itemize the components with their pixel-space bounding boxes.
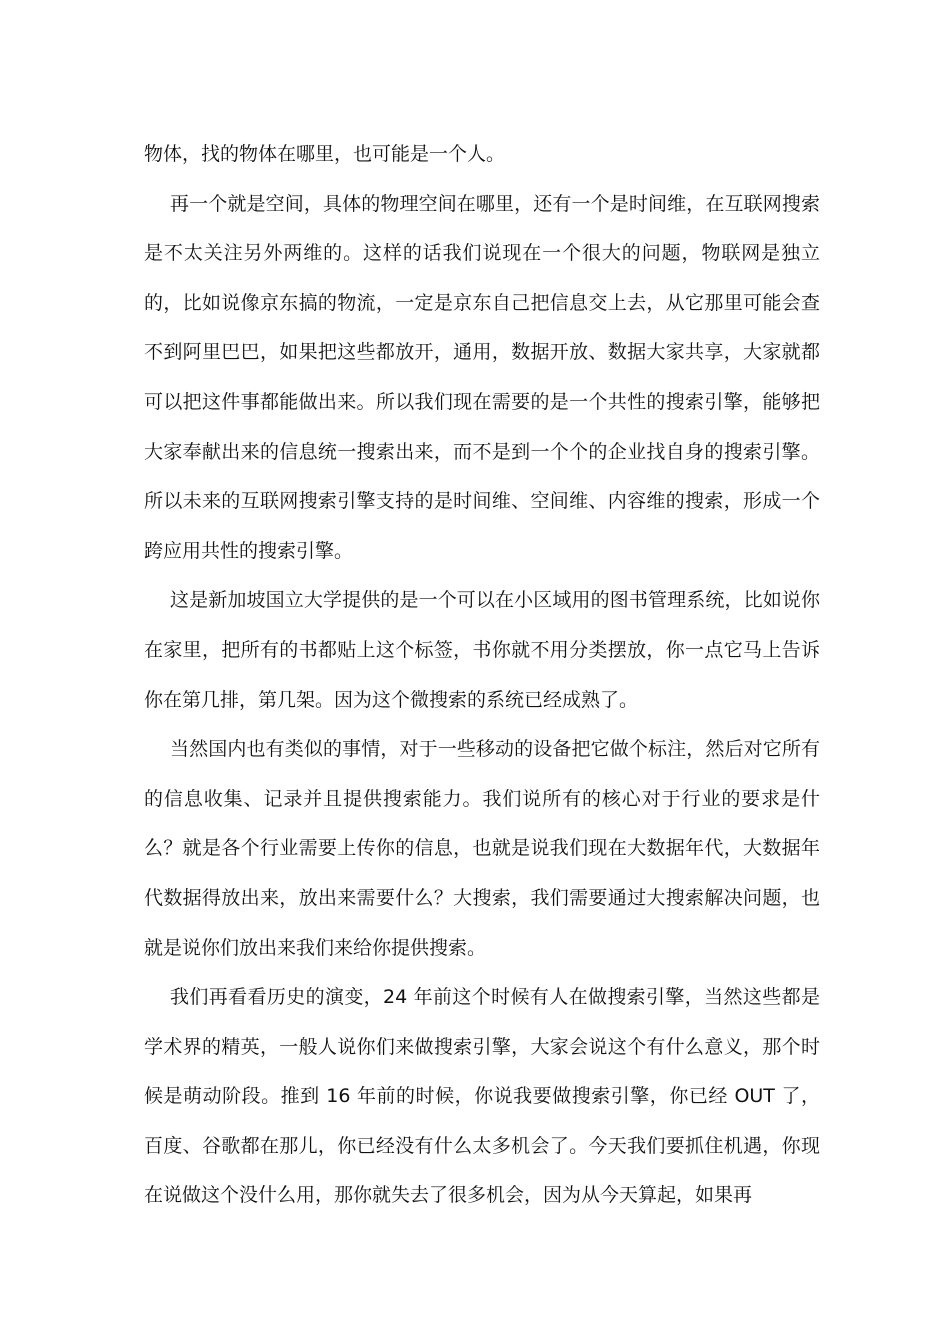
paragraph-1: 物体，找的物体在哪里，也可能是一个人。 [144,143,506,165]
paragraph-3: 这是新加坡国立大学提供的是一个可以在小区域用的图书管理系统，比如说你在家里，把所有的书都贴上这个标签，书你就不用分类摆放，你一点它马上告诉你在第几排，第几架。因为这个微搜索的系统已经成熟了。 [144,589,820,711]
paragraph-4: 当然国内也有类似的事情，对于一些移动的设备把它做个标注，然后对它所有的信息收集、记录并且提供搜索能力。我们说所有的核心对于行业的要求是什么？就是各个行业需要上传你的信息，也就是说我们现在大数据年代，大数据年代数据得放出来，放出来需要什么？大搜索，我们需要通过大搜索解决问题，也就是说你们放出来我们来给你提供搜索。 [144,738,820,959]
paragraph-5: 我们再看看历史的演变，24 年前这个时候有人在做搜索引擎，当然这些都是学术界的精英，一般人说你们来做搜索引擎，大家会说这个有什么意义，那个时候是萌动阶段。推到 16 年前的时候，你说我要做搜索引擎，你已经 OUT 了，百度、谷歌都在那儿，你已经没有什么太多机会了。今天我们要抓住机遇，你现在说做这个没什么用，那你就失去了很多机会，因为从今天算起，如果再 [144,986,820,1207]
document-body [144,130,820,1221]
paragraph-2: 再一个就是空间，具体的物理空间在哪里，还有一个是时间维，在互联网搜索是不太关注另外两维的。这样的话我们说现在一个很大的问题，物联网是独立的，比如说像京东搞的物流，一定是京东自己把信息交上去，从它那里可能会查不到阿里巴巴，如果把这些都放开，通用，数据开放、数据大家共享，大家就都可以把这件事都能做出来。所以我们现在需要的是一个共性的搜索引擎，能够把大家奉献出来的信息统一搜索出来，而不是到一个个的企业找自身的搜索引擎。所以未来的互联网搜索引擎支持的是时间维、空间维、内容维的搜索，形成一个跨应用共性的搜索引擎。 [144,192,820,562]
